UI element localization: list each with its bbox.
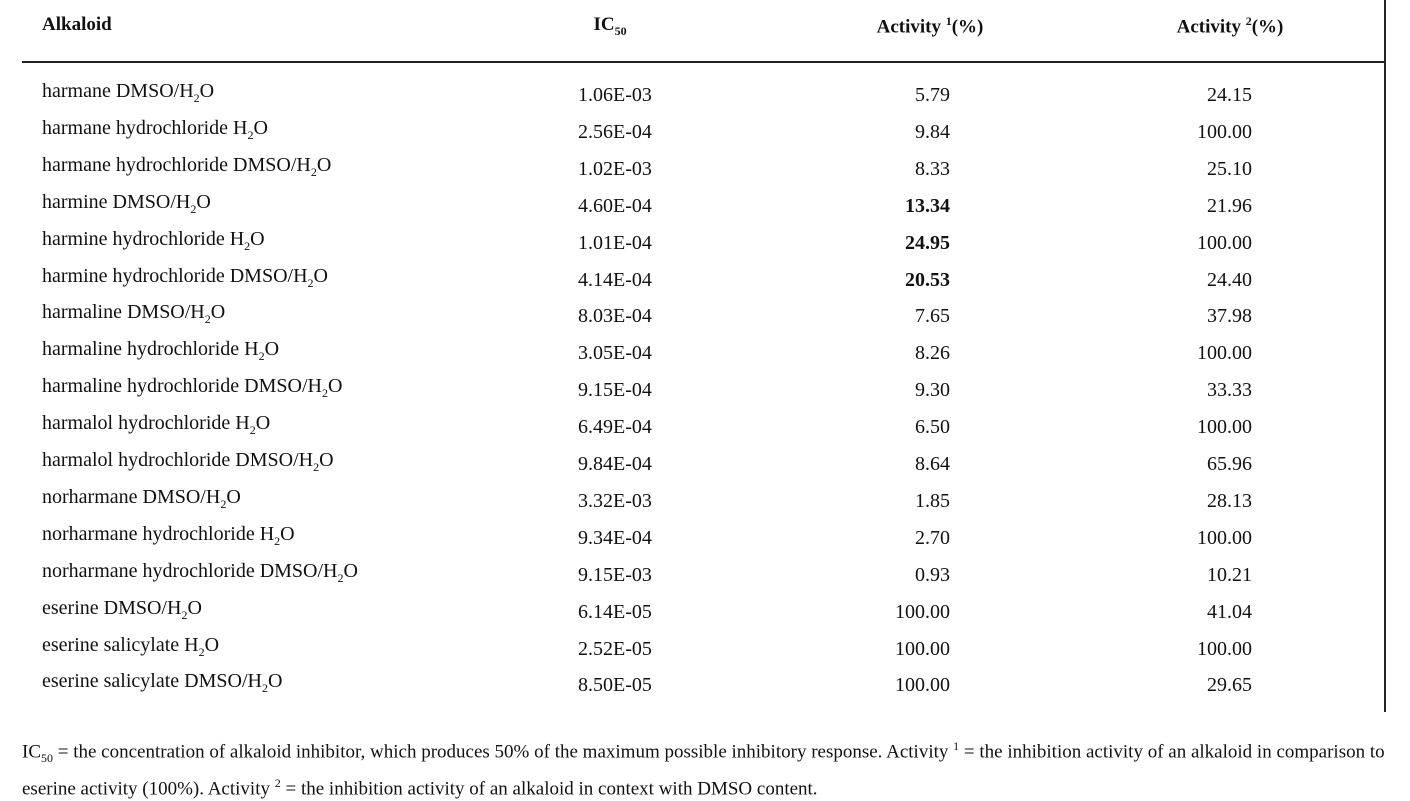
table-row <box>0 560 1410 597</box>
alkaloid-name-suffix: O <box>316 153 332 176</box>
header-rule <box>22 61 1385 63</box>
alkaloid-name <box>42 301 225 327</box>
table-row <box>0 338 1410 375</box>
alkaloid-name-text: harmalol hydrochloride H <box>42 412 250 435</box>
alkaloid-name-subscript: 2 <box>258 349 265 364</box>
activity-2-value: 37.98 <box>1207 305 1252 328</box>
ic50-value: 6.14E-05 <box>578 600 652 623</box>
ic50-value: 6.49E-04 <box>578 416 652 439</box>
table-row <box>0 301 1410 338</box>
table-row <box>0 486 1410 523</box>
footnote-sup-1: 1 <box>953 739 960 753</box>
alkaloid-name-subscript: 2 <box>321 386 328 401</box>
table-row <box>0 117 1410 154</box>
activity-1-value: 7.65 <box>915 305 950 328</box>
alkaloid-name-text: norharmane DMSO/H <box>42 485 221 508</box>
footnote-part-1: = the concentration of alkaloid inhibitor, which produces 50% of the maximum possible inhibitory response. Activity <box>53 741 954 763</box>
alkaloid-name <box>42 670 282 696</box>
alkaloid-name <box>42 117 268 143</box>
header-activity-2 <box>1130 14 1330 38</box>
alkaloid-name-text: harmane DMSO/H <box>42 80 194 102</box>
alkaloid-name <box>42 597 202 623</box>
alkaloid-name <box>42 486 241 512</box>
alkaloid-name-suffix: O <box>253 116 268 139</box>
table-row <box>0 523 1410 560</box>
table-row <box>0 449 1410 486</box>
ic50-value: 8.50E-05 <box>578 674 652 697</box>
alkaloid-name-text: harmane hydrochloride H <box>42 116 248 139</box>
alkaloid-name <box>42 80 214 106</box>
alkaloid-name-subscript: 2 <box>249 423 256 438</box>
alkaloid-name-text: eserine salicylate H <box>42 633 199 656</box>
alkaloid-name-subscript: 2 <box>261 681 268 696</box>
activity-2-value: 24.40 <box>1207 268 1252 291</box>
ic50-value: 9.15E-03 <box>578 563 652 586</box>
header-activity-2-tail: (%) <box>1251 16 1284 38</box>
activity-1-value: 1.85 <box>915 489 950 512</box>
alkaloid-name-subscript: 2 <box>220 496 227 511</box>
alkaloid-name-text: harmaline DMSO/H <box>42 301 205 324</box>
alkaloid-name <box>42 265 328 291</box>
alkaloid-name <box>42 634 219 660</box>
activity-1-value: 100.00 <box>895 637 950 660</box>
alkaloid-name-subscript: 2 <box>307 275 314 290</box>
footnote-sup-2: 2 <box>274 776 281 791</box>
alkaloid-name-suffix: O <box>187 596 202 619</box>
table-row <box>0 154 1410 191</box>
table-footnote <box>22 734 1392 801</box>
ic50-value: 9.34E-04 <box>578 526 652 549</box>
alkaloid-name-text: eserine DMSO/H <box>42 596 182 619</box>
activity-2-value: 33.33 <box>1207 379 1252 402</box>
ic50-value: 2.52E-05 <box>578 637 652 660</box>
header-activity-1-sup: 1 <box>945 14 952 28</box>
alkaloid-name <box>42 154 331 180</box>
alkaloid-name <box>42 560 358 586</box>
alkaloid-name-suffix: O <box>204 633 220 656</box>
header-ic50-sub: 50 <box>614 23 627 38</box>
ic50-value: 3.05E-04 <box>578 342 652 365</box>
alkaloid-name-subscript: 2 <box>204 312 211 327</box>
activity-2-value: 10.21 <box>1207 563 1252 586</box>
alkaloid-name-text: harmane hydrochloride DMSO/H <box>42 153 311 176</box>
activity-1-value: 8.33 <box>915 157 950 180</box>
activity-1-value: 8.64 <box>915 453 950 475</box>
ic50-value: 2.56E-04 <box>578 120 652 143</box>
alkaloid-name-text: norharmane hydrochloride DMSO/H <box>42 559 338 582</box>
alkaloid-name <box>42 449 334 475</box>
activity-2-value: 100.00 <box>1197 342 1252 365</box>
ic50-value: 3.32E-03 <box>578 489 652 512</box>
alkaloid-name-suffix: O <box>313 264 328 287</box>
activity-1-value: 9.30 <box>915 379 950 402</box>
activity-2-value: 21.96 <box>1207 194 1252 217</box>
alkaloid-name-subscript: 2 <box>190 201 197 216</box>
footnote-ic-main: IC <box>22 741 41 763</box>
footnote-part-2: = the inhibition activity of an alkaloid in comparison to eserine activity (100%). Activity <box>22 741 1385 800</box>
alkaloid-name-suffix: O <box>267 670 283 693</box>
alkaloid-name-suffix: O <box>327 375 343 398</box>
activity-1-value: 2.70 <box>915 526 950 549</box>
alkaloid-name <box>42 523 295 549</box>
header-activity-1-tail: (%) <box>951 16 984 38</box>
activity-1-value: 100.00 <box>895 674 950 697</box>
alkaloid-name-text: harmine hydrochloride H <box>42 227 245 250</box>
alkaloid-name-subscript: 2 <box>198 644 205 659</box>
ic50-value: 1.06E-03 <box>578 84 652 106</box>
table-row <box>0 375 1410 412</box>
header-alkaloid: Alkaloid <box>42 14 112 35</box>
alkaloid-name-subscript: 2 <box>337 570 344 585</box>
alkaloid-name-subscript: 2 <box>244 238 251 253</box>
activity-1-value: 0.93 <box>915 563 950 586</box>
activity-1-value: 6.50 <box>915 416 950 439</box>
activity-2-value: 100.00 <box>1197 231 1252 254</box>
activity-2-value: 25.10 <box>1207 157 1252 180</box>
header-activity-1-main: Activity <box>876 16 946 38</box>
table-row <box>0 265 1410 302</box>
header-activity-2-sup: 2 <box>1245 14 1252 28</box>
alkaloid-name-text: harmaline hydrochloride H <box>42 338 259 361</box>
alkaloid-name-text: harmaline hydrochloride DMSO/H <box>42 375 322 398</box>
alkaloid-name-suffix: O <box>196 190 211 213</box>
activity-1-value: 24.95 <box>905 231 950 254</box>
alkaloid-name <box>42 228 265 254</box>
activity-2-value: 100.00 <box>1197 526 1252 549</box>
activity-2-value: 100.00 <box>1197 416 1252 439</box>
alkaloid-name-text: eserine salicylate DMSO/H <box>42 670 262 693</box>
activity-2-value: 24.15 <box>1207 84 1252 106</box>
activity-2-value: 65.96 <box>1207 453 1252 475</box>
activity-2-value: 41.04 <box>1207 600 1252 623</box>
alkaloid-name-subscript: 2 <box>310 164 317 179</box>
footnote-part-3: = the inhibition activity of an alkaloid in context with DMSO content. <box>280 778 818 800</box>
activity-1-value: 13.34 <box>905 194 950 217</box>
table-row <box>0 191 1410 228</box>
alkaloid-name-suffix: O <box>264 338 280 361</box>
header-ic50-main: IC <box>593 14 615 35</box>
header-activity-1 <box>830 14 1030 38</box>
table-row <box>0 634 1410 671</box>
ic50-value: 8.03E-04 <box>578 305 652 328</box>
alkaloid-name-subscript: 2 <box>193 91 200 105</box>
activity-1-value: 8.26 <box>915 342 950 365</box>
header-activity-2-main: Activity <box>1176 16 1246 38</box>
ic50-value: 1.01E-04 <box>578 231 652 254</box>
table-row <box>0 597 1410 634</box>
table-row <box>0 670 1410 707</box>
activity-2-value: 100.00 <box>1197 120 1252 143</box>
table-row <box>0 412 1410 449</box>
header-ic50 <box>560 14 660 39</box>
ic50-value: 4.14E-04 <box>578 268 652 291</box>
alkaloid-name-suffix: O <box>210 301 226 324</box>
alkaloid-name-suffix: O <box>226 485 241 508</box>
ic50-value: 1.02E-03 <box>578 157 652 180</box>
alkaloid-name-text: harmalol hydrochloride DMSO/H <box>42 449 314 471</box>
activity-1-value: 20.53 <box>905 268 950 291</box>
alkaloid-name-text: harmine DMSO/H <box>42 190 191 213</box>
alkaloid-name-suffix: O <box>250 227 265 250</box>
alkaloid-name-suffix: O <box>255 412 271 435</box>
activity-1-value: 100.00 <box>895 600 950 623</box>
table-row <box>0 228 1410 265</box>
alkaloid-name-subscript: 2 <box>274 533 281 548</box>
activity-2-value: 29.65 <box>1207 674 1252 697</box>
alkaloid-name-suffix: O <box>280 522 295 545</box>
activity-1-value: 9.84 <box>915 120 950 143</box>
activity-2-value: 28.13 <box>1207 489 1252 512</box>
alkaloid-name <box>42 375 342 401</box>
table-row <box>0 80 1410 117</box>
alkaloid-name <box>42 191 211 217</box>
alkaloid-name <box>42 338 279 364</box>
alkaloid-name-suffix: O <box>199 80 215 102</box>
alkaloid-name-suffix: O <box>343 559 358 582</box>
alkaloid-name <box>42 412 270 438</box>
footnote-ic-sub: 50 <box>41 751 53 766</box>
alkaloid-name-suffix: O <box>319 449 334 471</box>
alkaloid-name-subscript: 2 <box>247 127 254 142</box>
alkaloid-name-subscript: 2 <box>181 607 188 622</box>
ic50-value: 9.84E-04 <box>578 453 652 475</box>
activity-2-value: 100.00 <box>1197 637 1252 660</box>
alkaloid-name-subscript: 2 <box>313 460 320 474</box>
ic50-value: 4.60E-04 <box>578 194 652 217</box>
alkaloid-name-text: norharmane hydrochloride H <box>42 522 275 545</box>
ic50-value: 9.15E-04 <box>578 379 652 402</box>
activity-1-value: 5.79 <box>915 84 950 106</box>
alkaloid-name-text: harmine hydrochloride DMSO/H <box>42 264 308 287</box>
